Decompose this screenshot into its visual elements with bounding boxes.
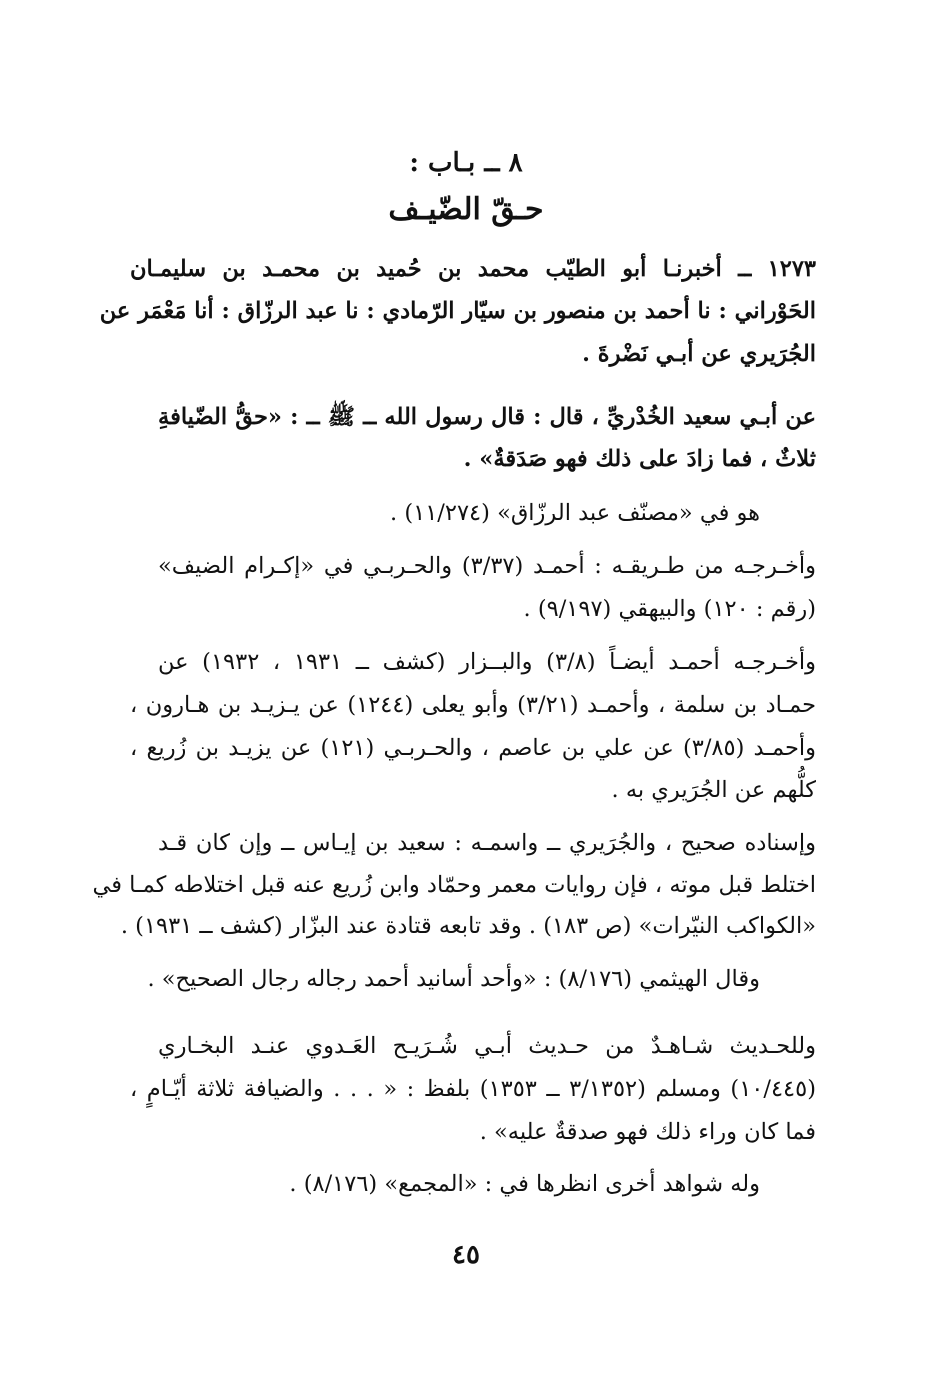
takhrij-ahmad-line-3: وأحمـد (٣/٨٥) عن علي بن عاصم ، والحـربـي (١٢١) عن يزيـد بن زُريع ، — [130, 735, 816, 761]
isnad-grading-line-1: وإسناده صحيح ، والجُرَيري ــ واسمـه : سعيد بن إيـاس ــ وإن كان قـد — [158, 830, 816, 856]
takhrij-ahmad-line-2: حمـاد بن سلمة ، وأحمـد (٣/٢١) وأبو يعلى (١٢٤٤) عن يـزيـد بن هـارون ، — [130, 692, 816, 718]
page-number: ٤٥ — [452, 1240, 480, 1270]
hadith-isnad-line-3: الجُرَيري عن أبـي نَضْرةَ . — [582, 341, 816, 367]
shahid-line-2: (١٠/٤٤٥) ومسلم (٣/١٣٥٢ ــ ١٣٥٣) بلفظ : « . . . والضيافة ثلاثة أيّـامٍ ، — [130, 1076, 816, 1102]
hadith-isnad-line-2: الحَوْراني : نا أحمد بن منصور بن سيّار الرّمادي : نا عبد الرزّاق : أنا مَعْمَر عن — [99, 298, 816, 324]
other-shawahid-line: وله شواهد أخرى انظرها في : «المجمع» (٨/١٧٦) . — [289, 1171, 760, 1197]
isnad-grading-line-2: اختلط قبل موته ، فإن روايات معمر وحمّاد وابن زُريع عنه قبل اختلاطه كمـا في — [92, 872, 816, 898]
haythami-quote-line: وقال الهيثمي (٨/١٧٦) : «وأحد أسانيد أحمد رجاله رجال الصحيح» . — [147, 966, 760, 992]
hadith-text-line-1: عن أبـي سعيد الخُدْريِّ ، قال : قال رسول الله ــ ﷺ ــ : «حقُّ الضّيافةِ — [158, 404, 816, 430]
hadith-isnad-line-1: ١٢٧٣ ــ أخبرنـا أبو الطيّب محمد بن حُميد بن محمـد بن سليمـان — [130, 256, 816, 282]
hadith-text-line-2: ثلاثٌ ، فما زادَ على ذلك فهو صَدَقةٌ» . — [463, 446, 816, 472]
chapter-title: حـقّ الضّيـف — [388, 192, 544, 227]
takhrij-ahmad-line-1: وأخـرجـه أحمـد أيضـاً (٣/٨) والبــزار (كشف ــ ١٩٣١ ، ١٩٣٢) عن — [158, 649, 817, 675]
takhrij-line-2: (رقم : ١٢٠) والبيهقي (٩/١٩٧) . — [523, 596, 816, 622]
shahid-line-1: وللحـديث شـاهـدٌ من حـديث أبـي شُـرَيـح العَـدوي عنـد البخـاري — [158, 1033, 816, 1059]
takhrij-ahmad-line-4: كلُّهم عن الجُرَيري به . — [611, 777, 816, 803]
takhrij-line-1: وأخـرجـه من طـريقـه : أحمـد (٣/٣٧) والحـربـي في «إكـرام الضيف» — [158, 553, 816, 579]
isnad-grading-line-3: «الكواكب النيّرات» (ص ١٨٣) . وقد تابعه قتادة عند البزّار (كشف ــ ١٩٣١) . — [120, 913, 816, 939]
chapter-number: ٨ ــ بـاب : — [409, 148, 523, 178]
shahid-line-3: فما كان وراء ذلك فهو صدقةٌ عليه» . — [479, 1119, 816, 1145]
takhrij-source-line: هو في «مصنّف عبد الرزّاق» (١١/٢٧٤) . — [390, 500, 760, 526]
